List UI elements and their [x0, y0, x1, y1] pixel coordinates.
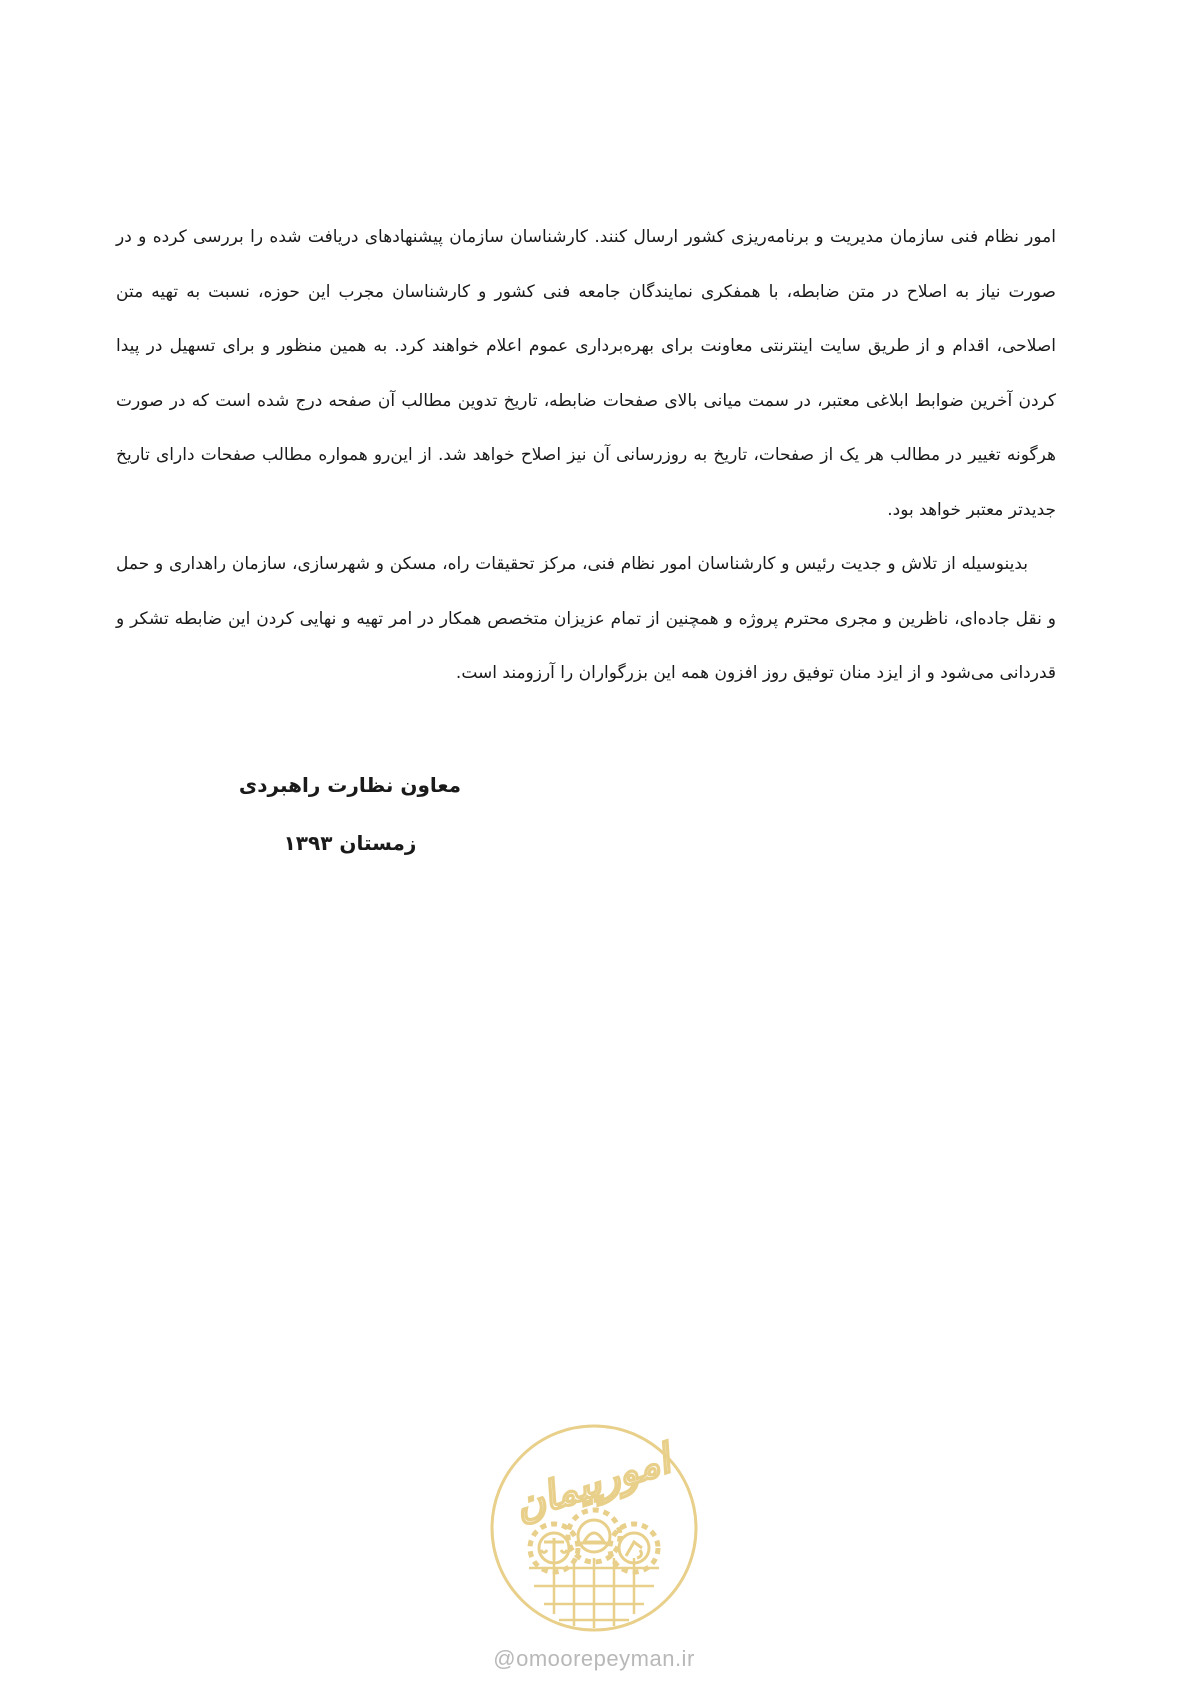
- at-icon: @: [493, 1646, 517, 1671]
- paragraph-2: بدینوسیله از تلاش و جدیت رئیس و کارشناسان امور نظام فنی، مرکز تحقیقات راه، مسکن و شهرسازی، سازمان راهداری و حمل و نقل جاده‌ای، ناظرین و مجری محترم پروژه و همچنین از تمام عزیزان متخصص همکار در امر تهیه و نهایی کردن این ضابطه تشکر و قدردانی می‌شود و از ایزد منان توفیق روز افزون همه این بزرگواران را آرزومند است.: [116, 554, 1056, 683]
- watermark-logo-text: امورپیمان: [508, 1435, 676, 1530]
- watermark: [474, 1418, 714, 1671]
- paragraph-1: امور نظام فنی سازمان مدیریت و برنامه‌ریزی کشور ارسال کنند. کارشناسان سازمان پیشنهادهای دریافت شده را بررسی کرده و در صورت نیاز به اصلاح در متن ضابطه، با همفکری نمایندگان جامعه فنی کشور و کارشناسان مجرب این حوزه، نسبت به تهیه متن اصلاحی، اقدام و از طریق سایت اینترنتی معاونت برای بهره‌برداری عموم اعلام خواهند کرد. به همین منظور و برای تسهیل در پیدا کردن آخرین ضوابط ابلاغی معتبر، در سمت میانی بالای صفحات ضابطه، تاریخ تدوین مطالب آن صفحه درج شده است که در صورت هرگونه تغییر در مطالب هر یک از صفحات، تاریخ به روزرسانی آن نیز اصلاح خواهد شد. از این‌رو همواره مطالب صفحات دارای تاریخ جدیدتر معتبر خواهد بود.: [116, 227, 1056, 520]
- signature-title: معاون نظارت راهبردی: [238, 773, 462, 797]
- signature-block: [230, 756, 470, 872]
- watermark-logo: [474, 1418, 714, 1643]
- body-text: [116, 210, 1056, 701]
- signature-date: زمستان ۱۳۹۳: [283, 831, 417, 855]
- watermark-url: [474, 1646, 714, 1672]
- watermark-url-text: omoorepeyman.ir: [516, 1646, 695, 1671]
